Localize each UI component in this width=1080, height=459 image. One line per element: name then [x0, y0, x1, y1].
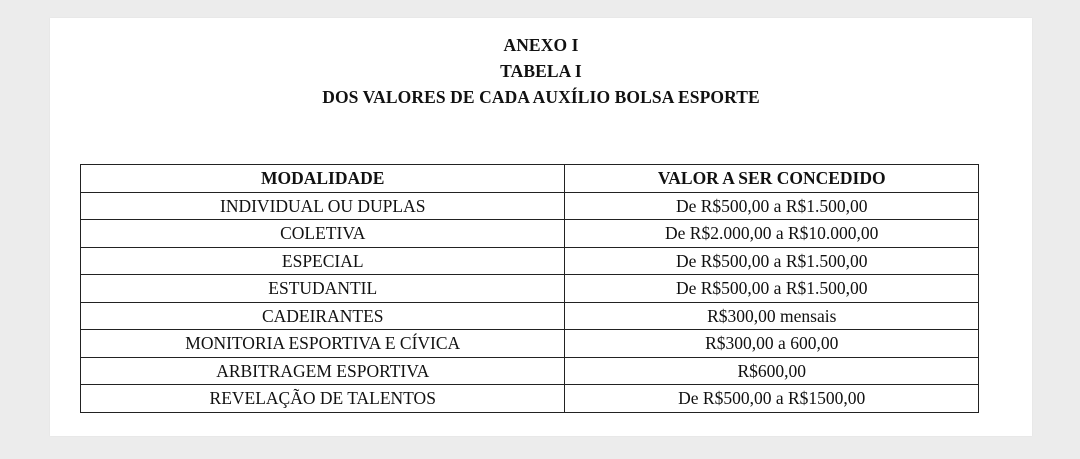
document-page	[50, 18, 1032, 436]
table-row	[81, 247, 979, 275]
valor-cell: R$300,00 mensais	[565, 302, 979, 330]
valor-cell: De R$500,00 a R$1.500,00	[565, 247, 979, 275]
valor-cell: De R$500,00 a R$1.500,00	[565, 192, 979, 220]
column-header-valor: VALOR A SER CONCEDIDO	[565, 165, 979, 193]
valor-cell: De R$2.000,00 a R$10.000,00	[565, 220, 979, 248]
valor-cell: De R$500,00 a R$1.500,00	[565, 275, 979, 303]
table-subtitle: DOS VALORES DE CADA AUXÍLIO BOLSA ESPORTE	[322, 87, 760, 107]
table-row	[81, 385, 979, 413]
table-row	[81, 330, 979, 358]
modalidade-cell: CADEIRANTES	[81, 302, 565, 330]
valor-cell: De R$500,00 a R$1500,00	[565, 385, 979, 413]
valor-cell: R$600,00	[565, 357, 979, 385]
table-row	[81, 192, 979, 220]
modalidade-cell: MONITORIA ESPORTIVA E CÍVICA	[81, 330, 565, 358]
annex-title: ANEXO I	[503, 35, 579, 55]
table-row	[81, 357, 979, 385]
modalidade-cell: REVELAÇÃO DE TALENTOS	[81, 385, 565, 413]
values-table	[80, 164, 979, 413]
table-title: TABELA I	[500, 61, 582, 81]
modalidade-cell: ESTUDANTIL	[81, 275, 565, 303]
table-header-row	[81, 165, 979, 193]
modalidade-cell: ESPECIAL	[81, 247, 565, 275]
valor-cell: R$300,00 a 600,00	[565, 330, 979, 358]
table-row	[81, 302, 979, 330]
table-row	[81, 275, 979, 303]
modalidade-cell: INDIVIDUAL OU DUPLAS	[81, 192, 565, 220]
modalidade-cell: ARBITRAGEM ESPORTIVA	[81, 357, 565, 385]
table-row	[81, 220, 979, 248]
column-header-modalidade: MODALIDADE	[81, 165, 565, 193]
modalidade-cell: COLETIVA	[81, 220, 565, 248]
document-heading	[50, 32, 1032, 110]
